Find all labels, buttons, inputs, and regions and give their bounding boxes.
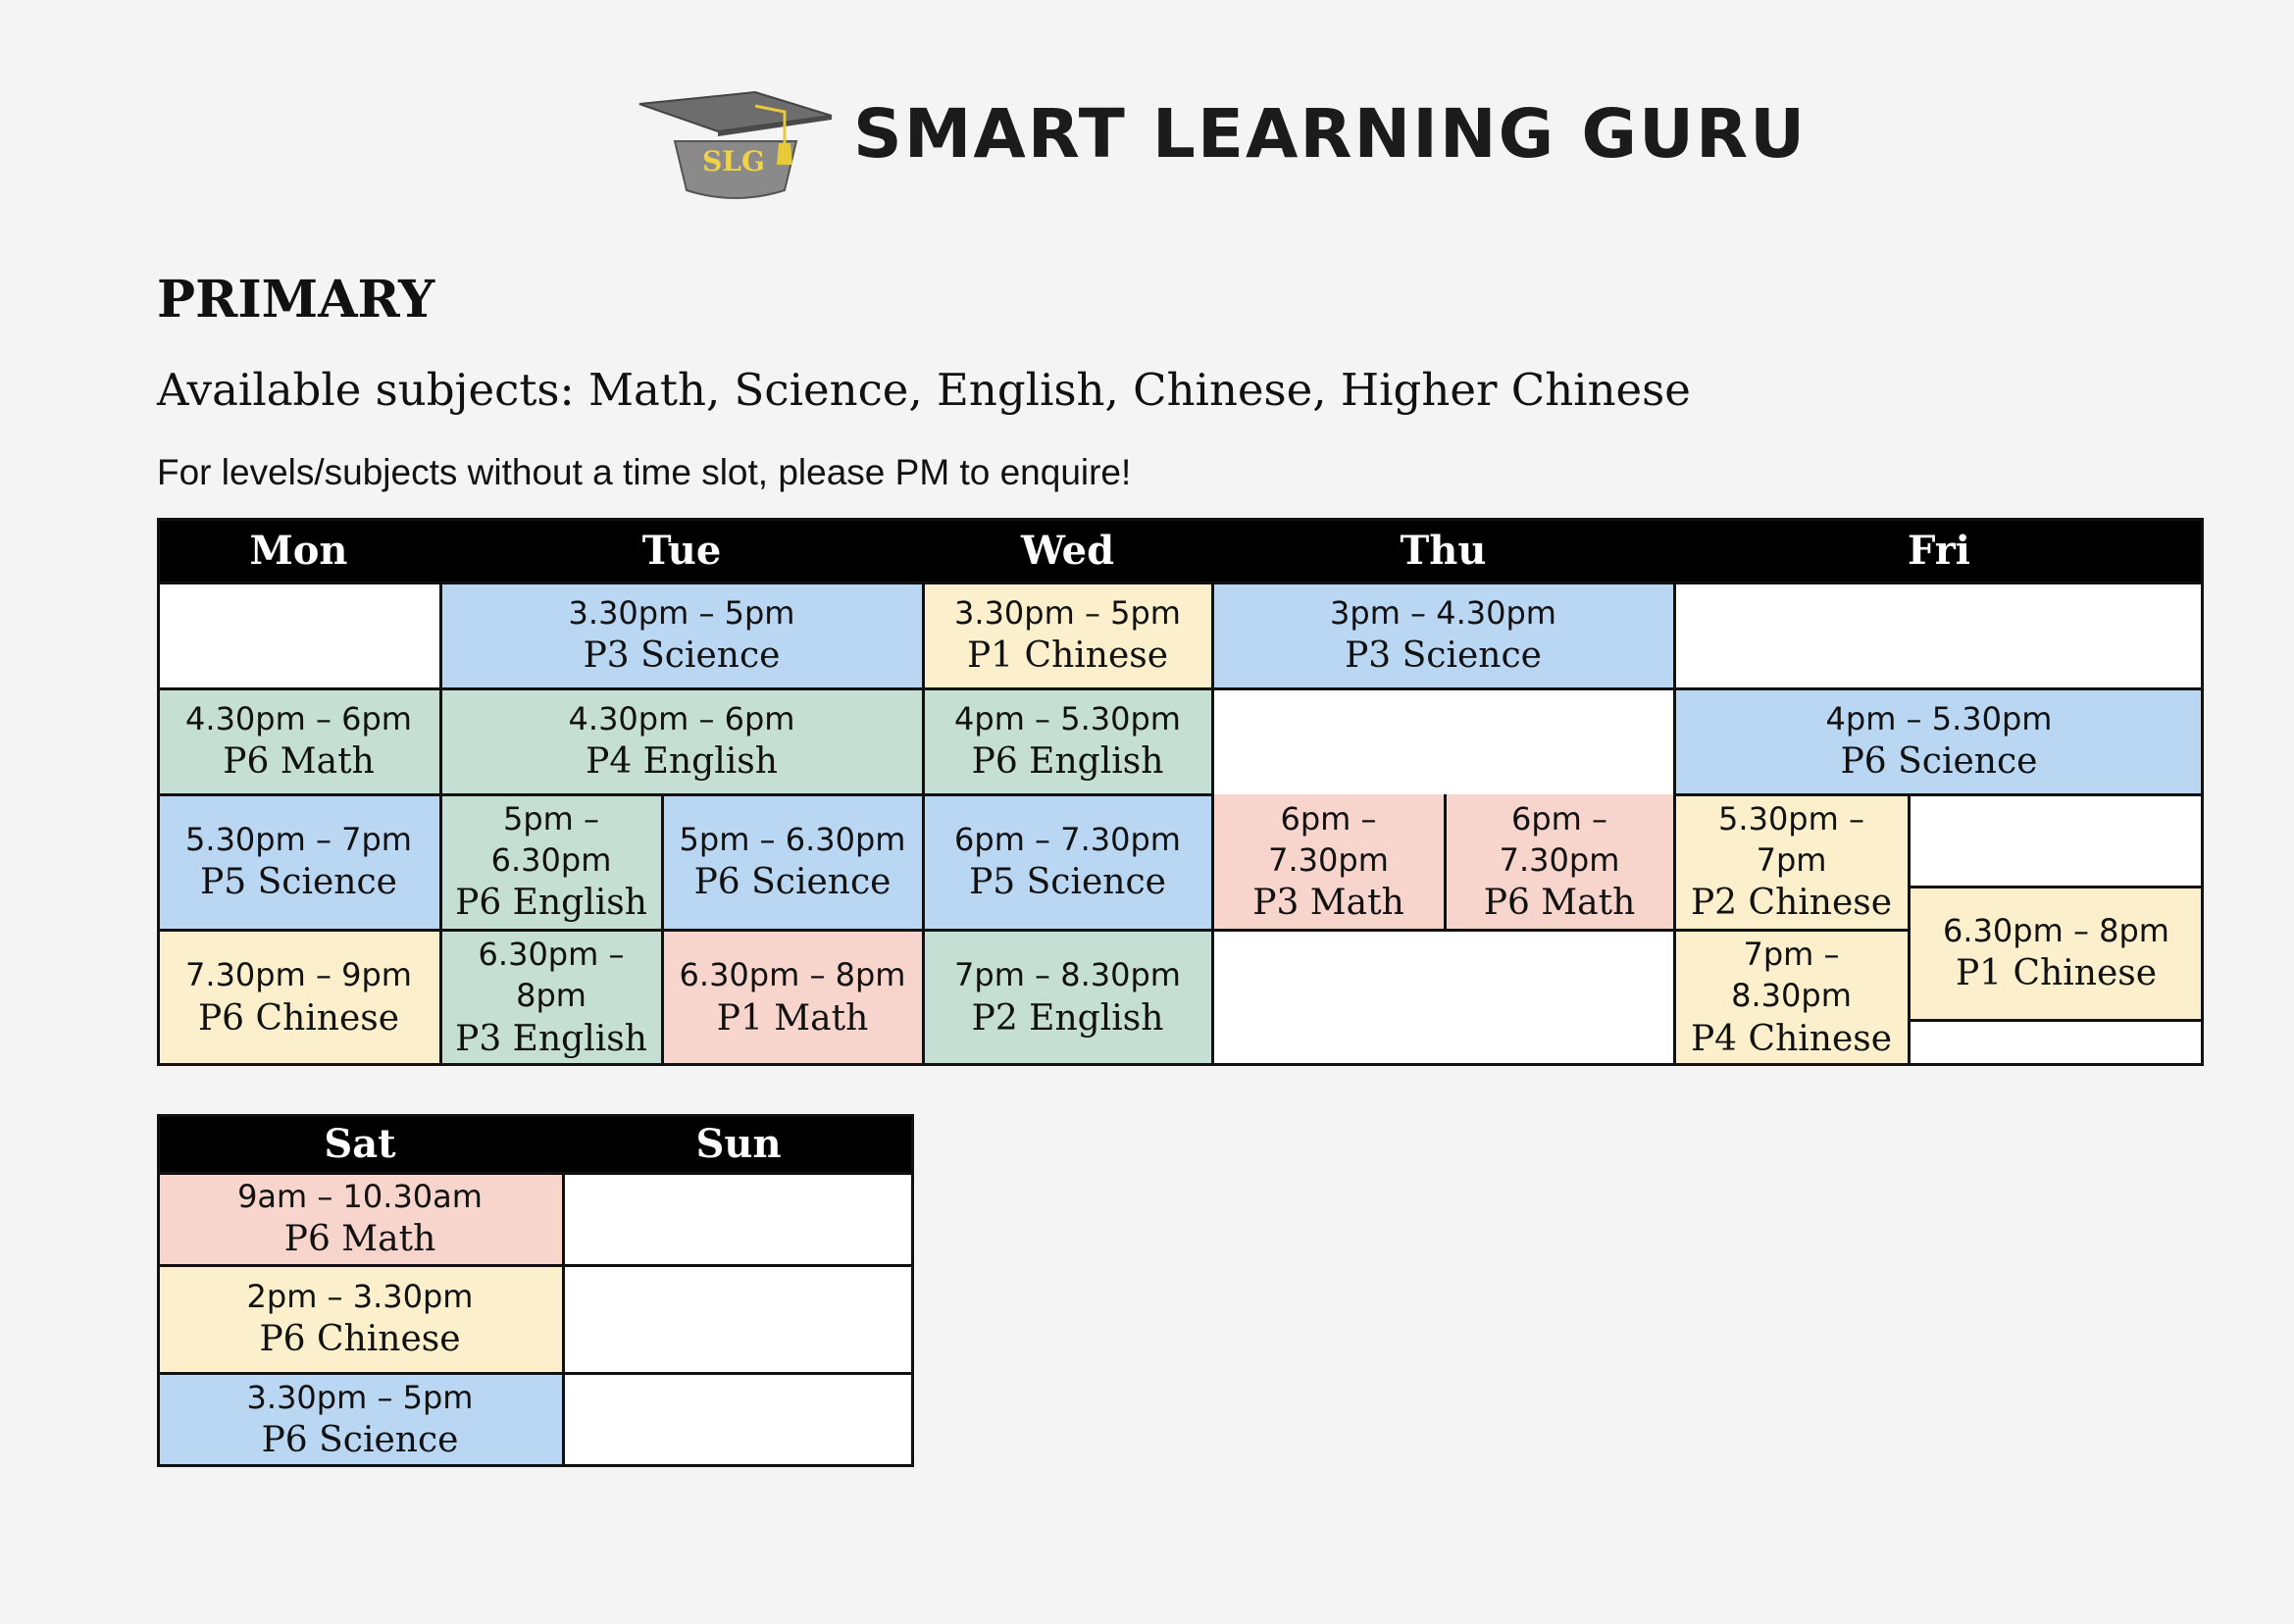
- slot-thu-p3-math: [1212, 794, 1445, 930]
- slot-time: 7pm – 8.30pm: [954, 956, 1181, 994]
- slot-mon-p5-science: [157, 794, 440, 930]
- slot-class: P3 Math: [1252, 883, 1404, 924]
- slot-class: P1 Chinese: [1955, 953, 2158, 994]
- slot-class: P4 Chinese: [1690, 1018, 1893, 1059]
- slot-time: 3.30pm – 5pm: [954, 593, 1181, 632]
- page-heading: PRIMARY: [157, 270, 435, 330]
- grid-line: [157, 1264, 914, 1267]
- slot-thu-p6-math: [1445, 794, 1674, 930]
- slot-fri-p4-chinese: [1674, 930, 1909, 1066]
- slot-class: P6 Science: [261, 1420, 459, 1461]
- slot-time: 5pm – 6.30pm: [490, 799, 612, 879]
- slot-class: P6 English: [971, 741, 1164, 783]
- slot-class: P5 Science: [200, 862, 397, 903]
- slot-wed-p6-english: [923, 688, 1212, 794]
- grid-line: [1674, 793, 2204, 796]
- grid-line: [1909, 1019, 2204, 1022]
- slot-class: P1 Chinese: [966, 635, 1169, 677]
- slot-time: 3pm – 4.30pm: [1330, 593, 1556, 632]
- slot-class: P1 Math: [716, 997, 869, 1039]
- slot-wed-p1-chinese: [923, 583, 1212, 688]
- grid-line: [1211, 583, 1214, 1066]
- slot-class: P3 Science: [1345, 635, 1542, 677]
- slot-sat-p6-chinese: [157, 1265, 563, 1373]
- empty-slot: [1674, 583, 2204, 688]
- slot-thu-p3-science: [1212, 583, 1674, 688]
- empty-slot: [563, 1373, 914, 1467]
- slot-tue-p1-math: [662, 930, 923, 1066]
- slot-fri-p2-chinese: [1674, 794, 1909, 930]
- grid-line: [1673, 583, 1676, 1066]
- grid-line: [1444, 794, 1447, 930]
- slot-time: 5.30pm – 7pm: [1718, 799, 1864, 879]
- slot-class: P6 Chinese: [197, 997, 400, 1039]
- empty-slot: [1212, 930, 1674, 1066]
- slot-sat-p6-math: [157, 1173, 563, 1265]
- slot-class: P3 Science: [583, 635, 781, 677]
- grid-line: [157, 582, 2204, 584]
- slot-time: 3.30pm – 5pm: [568, 593, 795, 632]
- slot-time: 6.30pm – 8pm: [1943, 911, 2169, 949]
- slot-tue-p3-science: [440, 583, 923, 688]
- slot-class: P6 English: [455, 883, 647, 924]
- day-header-sun: Sun: [563, 1114, 914, 1173]
- graduation-cap-logo: [637, 86, 834, 202]
- day-header-mon: Mon: [157, 518, 440, 583]
- empty-slot: [563, 1265, 914, 1373]
- available-subjects: Available subjects: Math, Science, English, Chinese, Higher Chinese: [157, 364, 1691, 416]
- slot-sat-p6-science: [157, 1373, 563, 1467]
- empty-slot: [563, 1173, 914, 1265]
- empty-slot: [1212, 688, 1674, 794]
- slot-class: P6 Math: [283, 1219, 436, 1260]
- slot-class: P2 English: [971, 997, 1164, 1039]
- slot-time: 7.30pm – 9pm: [185, 956, 412, 994]
- grid-line: [157, 1372, 914, 1375]
- slot-time: 6.30pm – 8pm: [478, 936, 625, 1014]
- day-header-fri: Fri: [1674, 518, 2204, 583]
- grid-line: [157, 793, 1212, 796]
- empty-slot: [1909, 794, 2204, 887]
- slot-class: P6 Math: [1483, 883, 1636, 924]
- slot-class: P6 Chinese: [259, 1319, 461, 1360]
- slot-time: 4.30pm – 6pm: [568, 699, 795, 737]
- brand-name: SMART LEARNING GURU: [853, 95, 1808, 174]
- slot-time: 6pm – 7.30pm: [954, 820, 1181, 858]
- empty-slot: [157, 583, 440, 688]
- slot-time: 2pm – 3.30pm: [246, 1277, 474, 1315]
- slot-mon-p6-chinese: [157, 930, 440, 1066]
- day-header-thu: Thu: [1212, 518, 1674, 583]
- slot-class: P2 Chinese: [1690, 883, 1893, 924]
- logo-text: SLG: [702, 145, 765, 178]
- slot-time: 5.30pm – 7pm: [185, 820, 412, 858]
- slot-class: P6 Science: [1840, 741, 2038, 783]
- slot-time: 6.30pm – 8pm: [679, 956, 906, 994]
- grid-line: [439, 583, 442, 1066]
- slot-class: P6 Math: [223, 741, 375, 783]
- grid-line: [1909, 886, 2204, 888]
- grid-line: [157, 1172, 914, 1175]
- day-header-wed: Wed: [923, 518, 1212, 583]
- slot-wed-p5-science: [923, 794, 1212, 930]
- slot-tue-p6-science: [662, 794, 923, 930]
- slot-time: 3.30pm – 5pm: [246, 1378, 474, 1416]
- grid-line: [157, 687, 2204, 690]
- day-header-sat: Sat: [157, 1114, 563, 1173]
- slot-class: P6 Science: [693, 862, 892, 903]
- slot-time: 7pm – 8.30pm: [1731, 936, 1852, 1014]
- slot-tue-p4-english: [440, 688, 923, 794]
- grid-line: [922, 583, 925, 1066]
- slot-fri-p1-chinese: [1909, 887, 2204, 1020]
- slot-time: 4pm – 5.30pm: [1825, 699, 2053, 737]
- day-header-tue: Tue: [440, 518, 923, 583]
- slot-class: P5 Science: [969, 862, 1166, 903]
- slot-wed-p2-english: [923, 930, 1212, 1066]
- grid-line: [157, 929, 1674, 932]
- slot-time: 6pm – 7.30pm: [1499, 799, 1620, 879]
- slot-time: 4pm – 5.30pm: [954, 699, 1181, 737]
- slot-time: 6pm – 7.30pm: [1268, 799, 1389, 879]
- enquiry-note: For levels/subjects without a time slot, please PM to enquire!: [157, 452, 1132, 492]
- slot-time: 4.30pm – 6pm: [185, 699, 412, 737]
- slot-time: 5pm – 6.30pm: [679, 820, 906, 858]
- slot-time: 9am – 10.30am: [237, 1177, 483, 1215]
- grid-line: [1674, 929, 1909, 932]
- slot-mon-p6-math: [157, 688, 440, 794]
- slot-tue-p3-english: [440, 930, 662, 1066]
- slot-fri-p6-science: [1674, 688, 2204, 794]
- slot-tue-p6-english: [440, 794, 662, 930]
- empty-slot: [1909, 1020, 2204, 1066]
- slot-class: P3 English: [455, 1018, 647, 1059]
- slot-class: P4 English: [586, 741, 778, 783]
- grid-line: [562, 1173, 565, 1467]
